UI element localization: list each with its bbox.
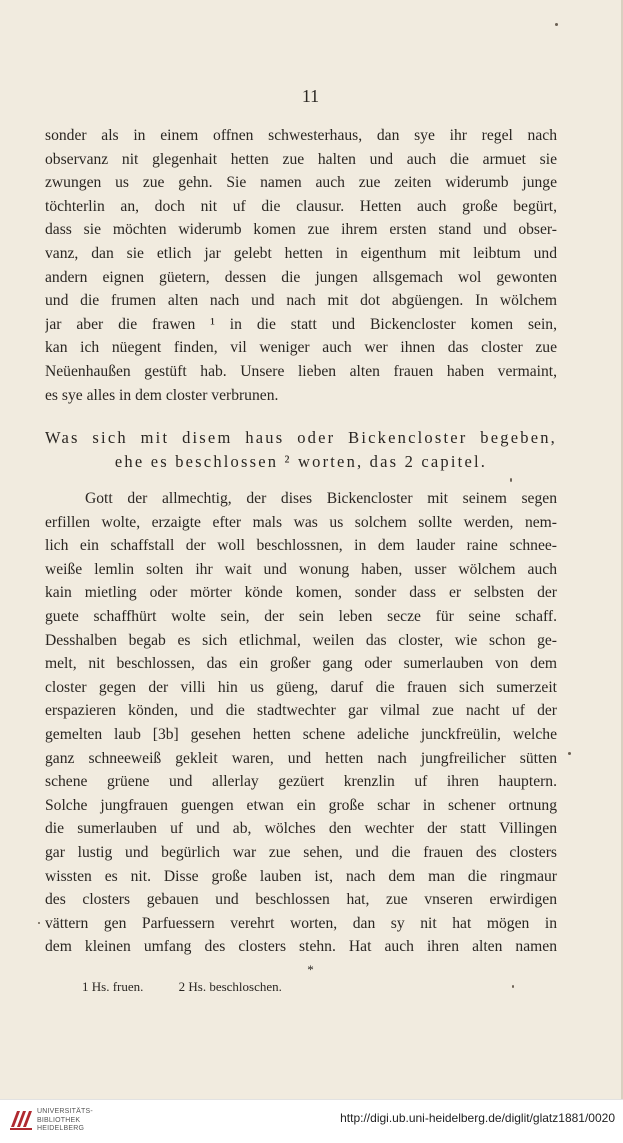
text-line: kain mietling oder mörter könde komen, sonder dass er selbsten der: [45, 584, 557, 602]
text-line: Desshalben begab es sich etlichmal, weilen das closter, wie schon ge-: [45, 631, 557, 649]
paper-speck: [512, 985, 514, 988]
library-name-line: BIBLIOTHEK: [37, 1116, 81, 1124]
source-url[interactable]: http://digi.ub.uni-heidelberg.de/diglit/glatz1881/0020: [340, 1111, 615, 1125]
heading-line: ehe es beschlossen ² worten, das 2 capitel.: [114, 452, 488, 471]
text-line: kan ich nüegent finden, vil weniger auch wer ihnen das closter zue: [45, 339, 557, 357]
text-line: lich ein schaffstall der woll beschlossnen, in dem lauder raine schnee-: [45, 537, 557, 555]
text-line: töchterlin an, doch nit uf die clausur. Hetten auch große begürt,: [45, 197, 557, 215]
footnote-2: 2 Hs. beschloschen.: [178, 979, 282, 994]
library-name: [37, 1108, 93, 1134]
text-line: observanz nit glegenhait hetten zue halten und auch die armuet sie: [45, 150, 557, 168]
paper-speck: [38, 922, 40, 924]
heading-line: Was sich mit disem haus oder Bickencloster begeben,: [45, 428, 557, 447]
text-line: vanz, dan sie etlich jar gelebt hetten in eigenthum mit leibtum und: [45, 244, 557, 262]
text-line: die sumerlauben uf und ab, wölches den wechter der statt Villingen: [45, 820, 557, 838]
text-line: erfillen wolte, erzaigte efter mals was us solchem sollte werden, nem-: [45, 513, 557, 531]
footnote-separator: *: [307, 962, 314, 977]
text-line: des closters gebauen und beschlossen hat, zue vnseren erwirdigen: [45, 891, 557, 909]
text-line: es sye alles in dem closter verbrunen.: [45, 386, 279, 404]
text-line: gar lustig und begürlich war zue sehen, und die frauen des closters: [45, 843, 557, 861]
text-line: dem kleinen umfang des closters stehn. Hat auch ihren alten namen: [45, 938, 557, 956]
text-line: guete schaffhürt wolte sein, der sein leben secze für seine schaff.: [45, 607, 557, 625]
text-line: dass sie möchten widerumb komen zue ihrem ersten stand und obser-: [45, 221, 557, 239]
paper-speck: [555, 23, 558, 26]
text-line: weiße lemlin solten ihr wait und wonung haben, usser wölchem auch: [45, 560, 557, 578]
text-line: zwungen us zue gehn. Sie namen auch zue zeiten widerumb junge: [45, 174, 557, 192]
text-line: erspazieren könden, und die stadtwechter gar vilmal zue nacht uf der: [45, 702, 557, 720]
footnotes: [82, 979, 314, 995]
text-line: Neüenhaußen gestüft hab. Unsere lieben alten frauen haben vermaint,: [45, 362, 557, 380]
page-number: 11: [301, 86, 320, 106]
paragraph-2: [45, 487, 557, 959]
text-line: wissten es nit. Disse große lauben ist, nach dem man die ringmaur: [45, 867, 557, 885]
library-footer: [0, 1099, 623, 1143]
paper-speck: [568, 752, 571, 755]
text-line: gemelten laub [3b] gesehen hetten schene adeliche junckfreülin, welche: [45, 725, 557, 743]
paragraph-1: [45, 124, 557, 407]
text-line: vättern gen Parfuessern verehrt worten, dan sy nit hat mögen in: [45, 914, 557, 932]
text-line: andern eignen güetern, dessen die jungen allsgemach wol gewonten: [45, 268, 557, 286]
university-library-logo-icon: [8, 1107, 34, 1133]
text-line: Gott der allmechtig, der dises Bickencloster mit seinem segen: [85, 490, 557, 507]
text-line: ganz schneeweiß gekleit waren, und hetten nach jungfreilicher sütten: [45, 749, 557, 767]
text-line: und die frumen alten nach und nach mit dot abgüengen. In wölchem: [45, 292, 557, 310]
chapter-heading: [45, 426, 557, 474]
library-name-line: UNIVERSITÄTS-: [37, 1108, 93, 1115]
text-line: jar aber die frawen ¹ in die statt und Bickencloster komen sein,: [45, 315, 557, 333]
footnote-1: 1 Hs. fruen.: [82, 979, 144, 994]
text-line: sonder als in einem offnen schwesterhaus, dan sye ihr regel nach: [45, 127, 557, 144]
text-line: schene grüene und allerlay gezüert krenzlin uf ihren hauptern.: [45, 773, 557, 791]
text-line: Solche jungfrauen guengen etwan ein große schar in schener ortnung: [45, 796, 557, 814]
text-line: melt, nit beschlossen, das ein großer gang oder sumerlauben von dem: [45, 655, 557, 673]
text-line: closter gegen der villi hin us güeng, daruf die frauen sich sumerzeit: [45, 678, 557, 696]
library-name-line: HEIDELBERG: [37, 1125, 85, 1132]
paper-speck: [510, 478, 512, 482]
